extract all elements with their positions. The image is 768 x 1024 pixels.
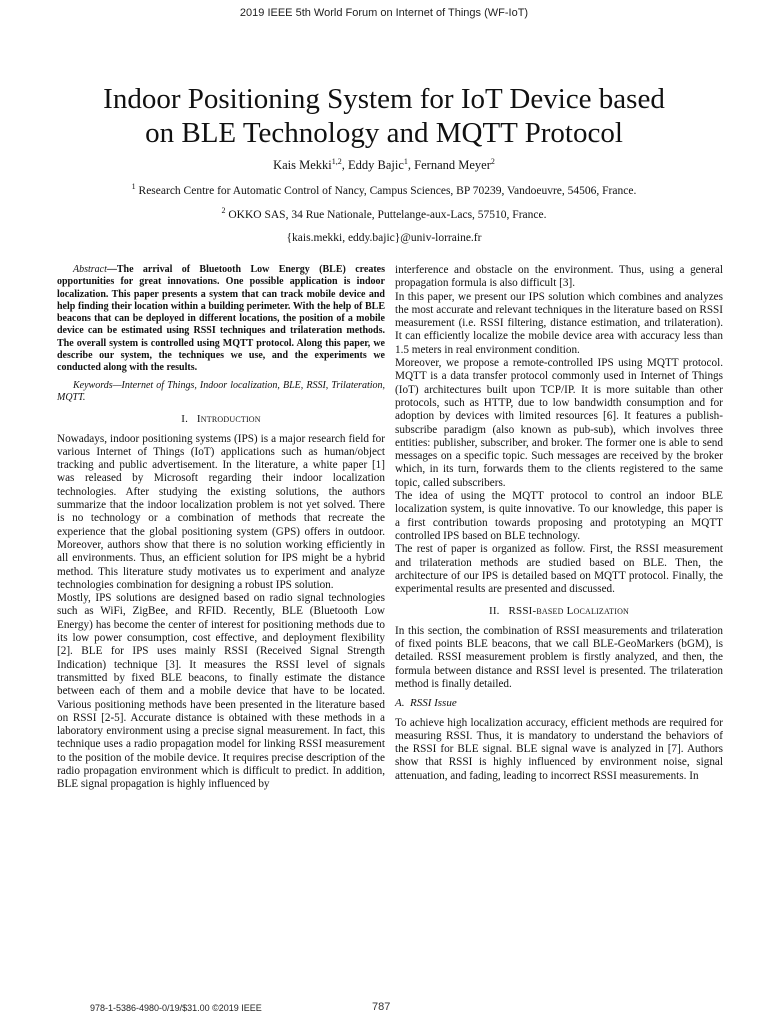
abstract-lead: Abstract: [73, 264, 107, 275]
affiliation-1: $^1$ Research Centre for Automatic Control of Nancy, Campus Sciences, BP 70239, Vandoeuvre, 54506, France.: [131, 182, 637, 197]
author-affiliation-mark: 2: [490, 157, 495, 166]
paragraph: The idea of using the MQTT protocol to control an indoor BLE localization system, is quite innovative. To our knowledge, this paper is a first contribution towards proposing and prototyping an MQTT controlled IPS based on BLE technology.: [395, 490, 723, 542]
subsection-heading-rssi-issue: A. RSSI Issue: [395, 697, 457, 710]
right-column: [395, 264, 723, 783]
paragraph: In this paper, we present our IPS solution which combines and analyzes the most accurate and relevant techniques in the literature based on RSSI measurement (i.e. RSSI filtering, distance estimation, and trilateration). It can efficiently localize the mobile device area with accuracy less than 1.5 meters in real environment condition.: [395, 290, 723, 356]
title-line-2: on BLE Technology and MQTT Protocol: [145, 117, 623, 149]
affiliation-2: $^2$ OKKO SAS, 34 Rue Nationale, Puttelange-aux-Lacs, 57510, France.: [221, 206, 547, 221]
paragraph: Nowadays, indoor positioning systems (IPS) is a major research field for various Internet of Things (IoT) applications such as human/object tracking and public advertisement. In the literature, a white paper [1] was released by Microsoft regarding their indoor localization technologies. After studying the existing solutions, the authors summarize that the indoor localization problem is not yet solved. There is no technology or a combination of methods that recreate the experience that the global positioning system (GPS) offers in outdoor. Moreover, authors show that there is no solution working efficiently in all environments. Thus, an efficient solution for IPS might be a hybrid method. This literature study motivates us to experiment and analyze technologies combination for designing a robust IPS solution.: [57, 432, 385, 591]
paragraph: The rest of paper is organized as follow. First, the RSSI measurement and trilateration methods are studied based on BLE. Then, the architecture of our IPS is detailed based on MQTT protocol. Finally, the experimental results are presented and discussed.: [395, 543, 723, 596]
paragraph: In this section, the combination of RSSI measurements and trilateration of fixed points BLE beacons, that we call BLE-GeoMarkers (bGM), is detailed. RSSI measurement problem is firstly analyzed, and then, the formula between distance and RSSI level is presented. The trilateration method is finally detailed.: [395, 624, 723, 690]
keywords: Keywords—Internet of Things, Indoor localization, BLE, RSSI, Trilateration, MQTT.: [57, 379, 385, 403]
conference-header: 2019 IEEE 5th World Forum on Internet of Things (WF-IoT): [239, 7, 529, 19]
abstract-text: —The arrival of Bluetooth Low Energy (BLE) creates opportunities for great innovations. One possible application is indoor localization. This paper presents a system that can track mobile device and help finding their location within a building perimeter. With the help of BLE beacons that can be deployed in different locations, the position of a mobile device can be estimated using RSSI techniques and trilateration methods. The overall system is controlled using MQTT protocol. Along this paper, we describe our system, the techniques we use, and the experiments we conducted along with the results.: [57, 264, 385, 374]
abstract: [57, 264, 385, 375]
author-name: Eddy Bajic: [348, 158, 404, 173]
page-number: 787: [372, 1001, 391, 1013]
author-affiliation-mark: 1,2: [331, 157, 342, 166]
left-column: [57, 264, 385, 792]
section-heading-introduction: I. Introduction: [181, 413, 261, 426]
isbn-footer: 978-1-5386-4980-0/19/$31.00 ©2019 IEEE: [90, 1003, 262, 1013]
paragraph: Mostly, IPS solutions are designed based on radio signal technologies such as WiFi, ZigBee, and RFID. Recently, BLE (Bluetooth Low Energy) has become the center of interest for positioning methods due to its low power consumption, cost effective, and deployment flexibility [2]. BLE for IPS uses mainly RSSI (Received Signal Strength Indication) technique [3]. It measures the RSSI level of signals transmitted by fixed BLE beacons, to finally estimate the distance between each of them and a mobile device that have to be located. Various positioning methods have been presented in the literature based on RSSI [2-5]. Accurate distance is obtained with these methods in a laboratory environment using a precise signal measurement. In fact, this technique uses a radio propagation model for linking RSSI measurement to the position of the mobile device. It requires precise description of the radio propagation environment which is difficult to predict. In addition, BLE signal propagation is highly influenced by: [57, 592, 385, 791]
author-email: {kais.mekki, eddy.bajic}@univ-lorraine.fr: [286, 232, 482, 244]
title-line-1: Indoor Positioning System for IoT Device based: [103, 83, 665, 115]
paragraph: Moreover, we propose a remote-controlled IPS using MQTT protocol. MQTT is a data transfer protocol commonly used in Internet of Things (IoT) architectures built upon TCP/IP. It is more suitable than other protocols, such as HTTP, due to low bandwidth consumption and for adoption by devices with limited resources [6]. It features a publish-subscribe paradigm (also known as pub-sub), which involves three entities: publisher, subscriber, and broker. The former one is able to send messages on a specific topic. Such messages are received by the broker which, in its turn, forwards them to the clients registered to the same topic, called subscribers.: [395, 357, 723, 489]
paragraph: To achieve high localization accuracy, efficient methods are required for measuring RSSI. Thus, it is mandatory to understand the behaviors of the RSSI for BLE signal. BLE signal wave is analyzed in [7]. Authors show that RSSI is highly influenced by environment noise, signal attenuation, and fading, leading to incorrect RSSI measurements. In: [395, 716, 723, 782]
section-heading-rssi-localization: II. RSSI-based Localization: [488, 605, 630, 618]
author-list: Kais Mekki$^{1,2}$, Eddy Bajic$^1$, Fernand Meyer$^2$: [273, 157, 495, 173]
paper-title: [40, 82, 728, 150]
author-name: Kais Mekki: [273, 158, 332, 173]
paragraph: interference and obstacle on the environment. Thus, using a general propagation formula is also difficult [3].: [395, 264, 723, 290]
author-affiliation-mark: 1: [403, 157, 408, 166]
author-name: Fernand Meyer: [414, 158, 491, 173]
